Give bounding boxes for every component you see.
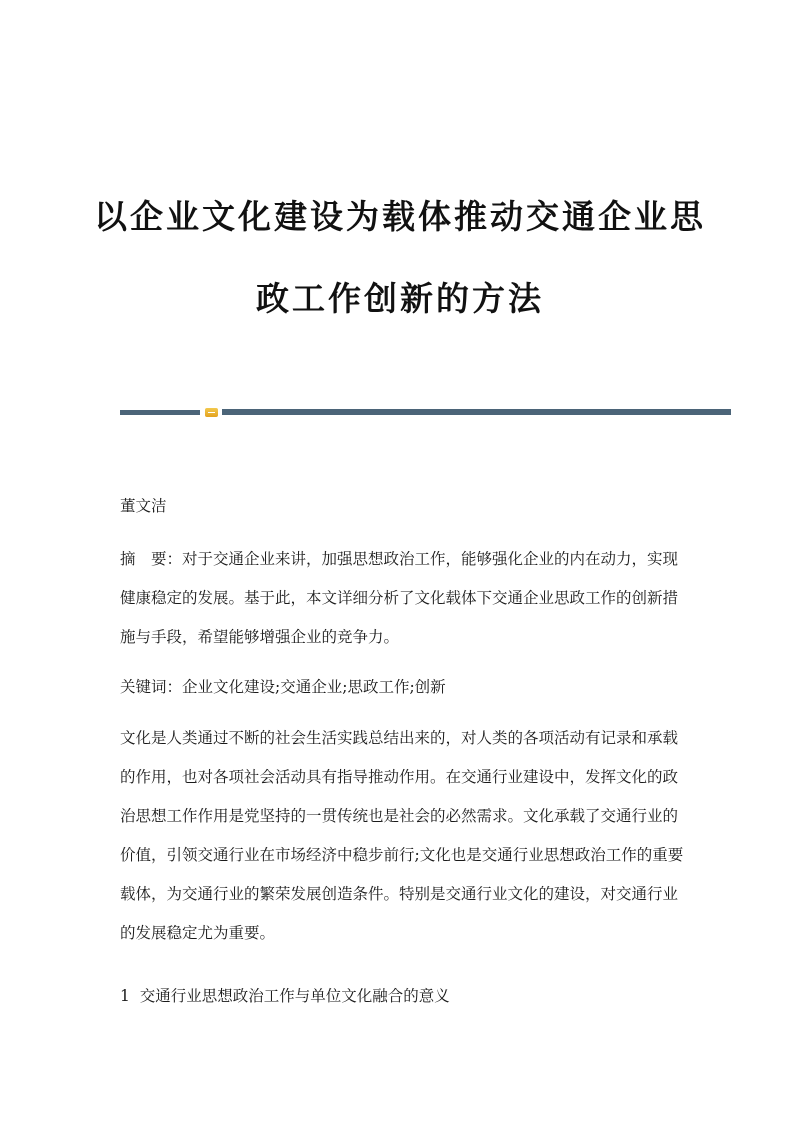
body-paragraph: 文化是人类通过不断的社会生活实践总结出来的，对人类的各项活动有记录和承载的作用，也对各项社会活动具有指导推动作用。在交通行业建设中，发挥文化的政治思想工作作用是党坚持的一贯传统也是社会的必然需求。文化承载了交通行业的价值，引领交通行业在市场经济中稳步前行;文化也是交通行业思想政治工作的重要载体，为交通行业的繁荣发展创造条件。特别是交通行业文化的建设，对交通行业的发展稳定尤为重要。 xyxy=(120,729,684,942)
title-divider xyxy=(120,408,731,417)
divider-bar-right xyxy=(222,409,731,415)
abstract-paragraph: 摘 要：对于交通企业来讲，加强思想政治工作，能够强化企业的内在动力，实现健康稳定的发展。基于此，本文详细分析了文化载体下交通企业思政工作的创新措施与手段，希望能够增强企业的竞争力。 xyxy=(120,550,679,646)
author-name: 董文洁 xyxy=(120,497,167,515)
keywords-line: 关键词：企业文化建设;交通企业;思政工作;创新 xyxy=(120,678,446,696)
divider-bar-left xyxy=(120,410,200,415)
document-title-line-1: 以企业文化建设为载体推动交通企业思 xyxy=(94,197,706,236)
document-title-line-2: 政工作创新的方法 xyxy=(256,279,544,318)
divider-emblem-icon xyxy=(205,408,218,417)
section-heading: 1 交通行业思想政治工作与单位文化融合的意义 xyxy=(120,987,450,1005)
